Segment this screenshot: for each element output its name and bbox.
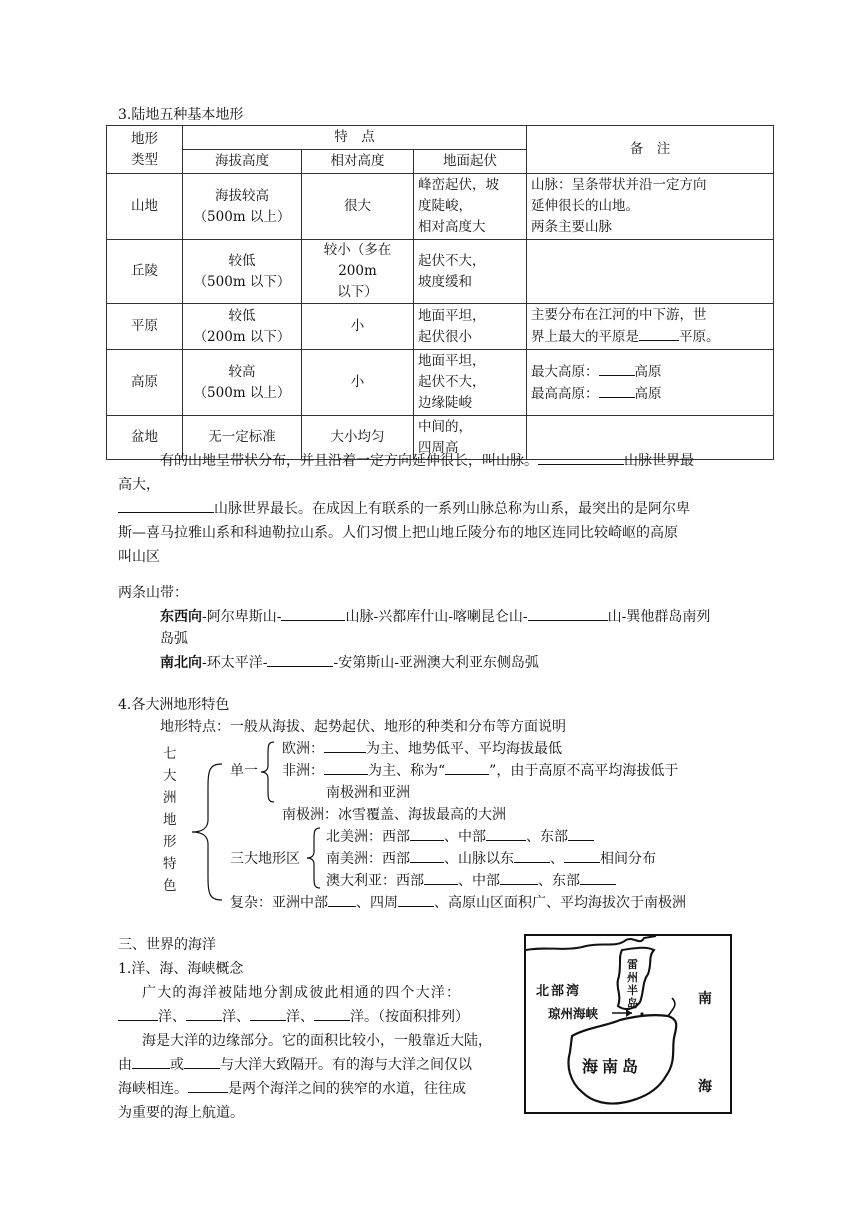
relief-cell: 地面平坦， 起伏不大， 边缘陡峻 [414, 350, 527, 416]
single-brace [258, 740, 278, 804]
altitude-cell: 较高 （500m 以上） [183, 350, 302, 416]
blank[interactable] [118, 1006, 158, 1021]
relative-cell: 大小均匀 [302, 416, 414, 460]
map-label-sea-2: 海 [698, 1079, 712, 1095]
type-cell: 山地 [107, 174, 183, 240]
note-cell: 最大高原： 高原 最高高原： 高原 [527, 350, 774, 416]
vertical-char: 七 [163, 746, 177, 762]
blank[interactable] [528, 606, 608, 621]
table-row [107, 174, 774, 240]
europe-line: 欧洲： 为主、地势低平、平均海拔最低 [282, 738, 562, 758]
belts-title: 两条山带： [118, 585, 188, 601]
blank[interactable] [486, 826, 526, 841]
blank[interactable] [538, 450, 624, 465]
blank[interactable] [599, 361, 635, 376]
type-cell: 平原 [107, 304, 183, 350]
blank[interactable] [314, 1006, 350, 1021]
blank[interactable] [328, 892, 356, 907]
blank[interactable] [500, 870, 538, 885]
north-america-line: 北美洲：西部 、中部 、东部 [326, 826, 594, 846]
head-relative: 相对高度 [302, 150, 414, 174]
terrain-table [106, 125, 774, 460]
ocean-p1b: 洋、 洋、 洋、 洋。（按面积排列） [118, 1006, 469, 1026]
relative-cell: 小 [302, 304, 414, 350]
table-row [107, 350, 774, 416]
map-label-sea-1: 南 [698, 991, 712, 1007]
vertical-char: 地 [163, 812, 177, 828]
blank[interactable] [267, 652, 333, 667]
complex-line: 复杂：亚洲中部 、四周 、高原山区面积广、平均海拔次于南极洲 [230, 892, 686, 912]
blank[interactable] [118, 498, 214, 513]
ocean-p2a: 海是大洋的边缘部分。它的面积比较小，一般靠近大陆， [142, 1033, 492, 1049]
vertical-char: 洲 [163, 790, 177, 806]
blank[interactable] [564, 848, 600, 863]
vertical-char: 形 [163, 834, 177, 850]
para1-line3: 山脉世界最长。在成因上有联系的一系列山脉总称为山系，最突出的是阿尔卑 [118, 498, 690, 518]
blank[interactable] [568, 826, 594, 841]
south-america-line: 南美洲：西部 、山脉以东 、 相间分布 [326, 848, 656, 868]
blank[interactable] [514, 848, 550, 863]
blank[interactable] [184, 1054, 220, 1069]
blank[interactable] [445, 760, 489, 775]
map-label-hainan: 海南岛 [582, 1057, 643, 1076]
ocean-p2b: 由 或 与大洋大致隔开。有的海与大洋之间仅以 [118, 1054, 472, 1074]
blank[interactable] [324, 760, 368, 775]
note-cell: 山脉：呈条带状并沿一定方向 延伸很长的山地。 两条主要山脉 [527, 174, 774, 240]
note-cell [527, 240, 774, 304]
head-type: 地形 类型 [107, 126, 183, 174]
ocean-p1: 广大的海洋被陆地分割成彼此相通的四个大洋： [142, 985, 462, 1001]
table-row [107, 240, 774, 304]
head-relief: 地面起伏 [414, 150, 527, 174]
vertical-char: 色 [163, 878, 177, 894]
relief-cell: 峰峦起伏，坡 度陡峻， 相对高度大 [414, 174, 527, 240]
relative-cell: 较小（多在 200m 以下） [302, 240, 414, 304]
blank[interactable] [580, 870, 616, 885]
table-row [107, 304, 774, 350]
relief-cell: 起伏不大， 坡度缓和 [414, 240, 527, 304]
para1-line2: 高大， [118, 477, 160, 493]
section3-title: 3.陆地五种基本地形 [118, 107, 244, 123]
belt-east-west: 东西向-阿尔卑斯山- 山脉-兴都库什山-喀喇昆仑山- 山-巽他群岛南列 [160, 606, 710, 626]
blank[interactable] [639, 326, 679, 341]
ocean-p2d: 为重要的海上航道。 [118, 1105, 244, 1121]
altitude-cell: 无一定标准 [183, 416, 302, 460]
ocean-subtitle: 1.洋、海、海峡概念 [118, 961, 244, 977]
single-label: 单一 [230, 763, 258, 779]
type-cell: 丘陵 [107, 240, 183, 304]
map-label-gulf: 北部湾 [536, 984, 582, 999]
relative-cell: 很大 [302, 174, 414, 240]
para1-line5: 叫山区 [118, 549, 160, 565]
vertical-char: 大 [163, 768, 177, 784]
three-brace [304, 826, 324, 890]
map-label-leizhou: 雷州半岛 [627, 958, 638, 1010]
blank[interactable] [324, 738, 366, 753]
blank[interactable] [410, 826, 444, 841]
blank[interactable] [410, 848, 444, 863]
section4-title: 4.各大洲地形特色 [118, 697, 230, 713]
antarctica-line: 南极洲：冰雪覆盖、海拔最高的大洲 [282, 807, 506, 823]
main-brace [186, 762, 226, 902]
altitude-cell: 较低 （500m 以下） [183, 240, 302, 304]
belt-east-west-cont: 岛弧 [160, 631, 188, 647]
africa-line-cont: 南极洲和亚洲 [326, 785, 410, 801]
relief-cell: 地面平坦， 起伏很小 [414, 304, 527, 350]
head-altitude: 海拔高度 [183, 150, 302, 174]
type-cell: 高原 [107, 350, 183, 416]
relative-cell: 小 [302, 350, 414, 416]
blank[interactable] [398, 892, 434, 907]
section4-intro: 地形特点：一般从海拔、起势起伏、地形的种类和分布等方面说明 [160, 719, 566, 735]
australia-line: 澳大利亚：西部 、中部 、东部 [326, 870, 616, 890]
ocean-p2c: 海峡相连。 是两个海洋之间的狭窄的水道，往往成 [118, 1078, 466, 1098]
head-note: 备 注 [527, 126, 774, 174]
map-label-strait: 琼州海峡 [548, 1006, 599, 1021]
para1-line1: 有的山地呈带状分布，并且沿着一定方向延伸很长，叫山脉。 山脉世界最 [160, 450, 694, 470]
blank[interactable] [281, 606, 345, 621]
hainan-map [524, 934, 732, 1114]
africa-line: 非洲： 为主、称为“ ”，由于高原不高平均海拔低于 [282, 760, 678, 780]
blank[interactable] [132, 1054, 170, 1069]
head-feature: 特 点 [183, 126, 527, 150]
blank[interactable] [186, 1006, 222, 1021]
blank[interactable] [188, 1078, 228, 1093]
altitude-cell: 海拔较高 （500m 以上） [183, 174, 302, 240]
type-cell: 盆地 [107, 416, 183, 460]
blank[interactable] [250, 1006, 286, 1021]
vertical-char: 特 [163, 856, 177, 872]
blank[interactable] [424, 870, 458, 885]
note-cell: 主要分布在江河的中下游，世 界上最大的平原是 平原。 [527, 304, 774, 350]
altitude-cell: 较低 （200m 以下） [183, 304, 302, 350]
para1-line4: 斯—喜马拉雅山系和科迪勒拉山系。人们习惯上把山地丘陵分布的地区连同比较崎岖的高原 [118, 525, 678, 541]
three-label: 三大地形区 [230, 851, 300, 867]
blank[interactable] [599, 383, 635, 398]
ocean-section-title: 三、世界的海洋 [118, 937, 216, 953]
relief-cell: 中间的， 四周高 [414, 416, 527, 460]
belt-north-south: 南北向-环太平洋- -安第斯山-亚洲澳大利亚东侧岛弧 [160, 652, 539, 672]
